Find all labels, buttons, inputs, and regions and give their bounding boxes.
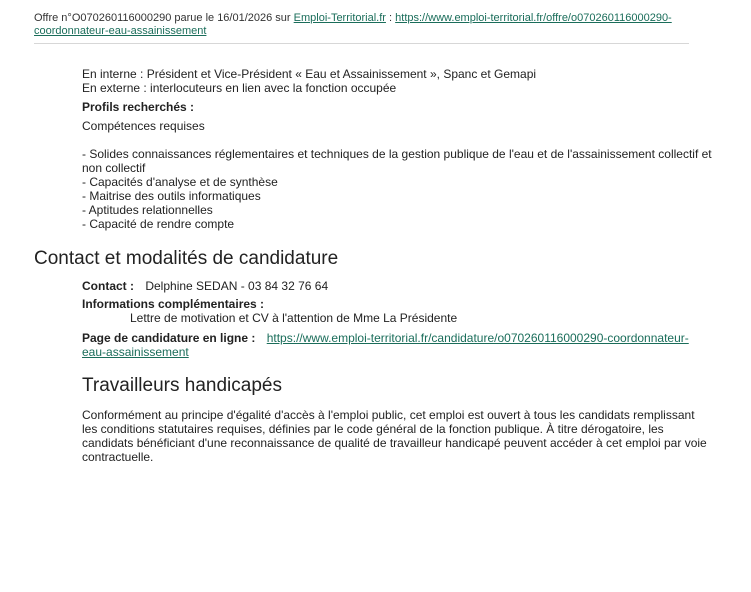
list-item: - Maitrise des outils informatiques	[82, 189, 261, 203]
paragraph-line: contractuelle.	[82, 450, 154, 464]
separator: :	[389, 12, 393, 24]
contact-label: Contact :	[82, 279, 134, 293]
candidature-label: Page de candidature en ligne :	[82, 331, 256, 345]
offer-url-link[interactable]: https://www.emploi-territorial.fr/offre/o070260116000290-coordonnateur-eau-assainissement	[34, 12, 672, 37]
list-item: - Capacité de rendre compte	[82, 217, 235, 231]
candidature-url-link[interactable]: https://www.emploi-territorial.fr/candidature/o070260116000290-coordonnateur-	[266, 331, 689, 345]
profils-heading: Profils recherchés :	[82, 100, 195, 114]
paragraph-line: Conformément au principe d'égalité d'accès à l'emploi public, cet emploi est ouvert à tous les candidats remplissant	[82, 408, 695, 422]
contact-section-title: Contact et modalités de candidature	[34, 248, 339, 269]
contact-value: Delphine SEDAN - 03 84 32 76 64	[145, 279, 329, 293]
divider	[34, 43, 689, 44]
handicap-text	[82, 408, 707, 464]
paragraph-line: candidats bénéficiant d'une reconnaissance de qualité de travailleur handicapé peuvent accéder à cet emploi par voie	[82, 436, 707, 450]
offer-header	[34, 12, 690, 38]
site-link[interactable]: Emploi-Territorial.fr	[293, 12, 386, 24]
competences-title: Compétences requises	[82, 119, 205, 133]
paragraph-line: les conditions statutaires requises, définies par le code général de la fonction publique. À titre dérogatoire, les	[82, 422, 664, 436]
list-item: - Capacités d'analyse et de synthèse	[82, 175, 278, 189]
list-item: non collectif	[82, 161, 146, 175]
competences-list	[82, 147, 712, 231]
info-label: Informations complémentaires :	[82, 297, 265, 311]
list-item: - Solides connaissances réglementaires et techniques de la gestion publique de l'eau et de l'assainissement collectif et	[82, 147, 712, 161]
relations-block	[82, 67, 536, 95]
candidature-url-link-cont[interactable]: eau-assainissement	[82, 345, 189, 359]
offer-reference: Offre n°O070260116000290 parue le 16/01/2026 sur	[34, 12, 291, 24]
relations-externe: En externe : interlocuteurs en lien avec la fonction occupée	[82, 81, 397, 95]
handicap-section-title: Travailleurs handicapés	[82, 375, 282, 396]
contact-row	[82, 279, 328, 293]
info-value: Lettre de motivation et CV à l'attention de Mme La Présidente	[130, 311, 458, 325]
relations-interne: En interne : Président et Vice-Président « Eau et Assainissement », Spanc et Gemapi	[82, 67, 537, 81]
list-item: - Aptitudes relationnelles	[82, 203, 213, 217]
candidature-row	[82, 331, 689, 345]
